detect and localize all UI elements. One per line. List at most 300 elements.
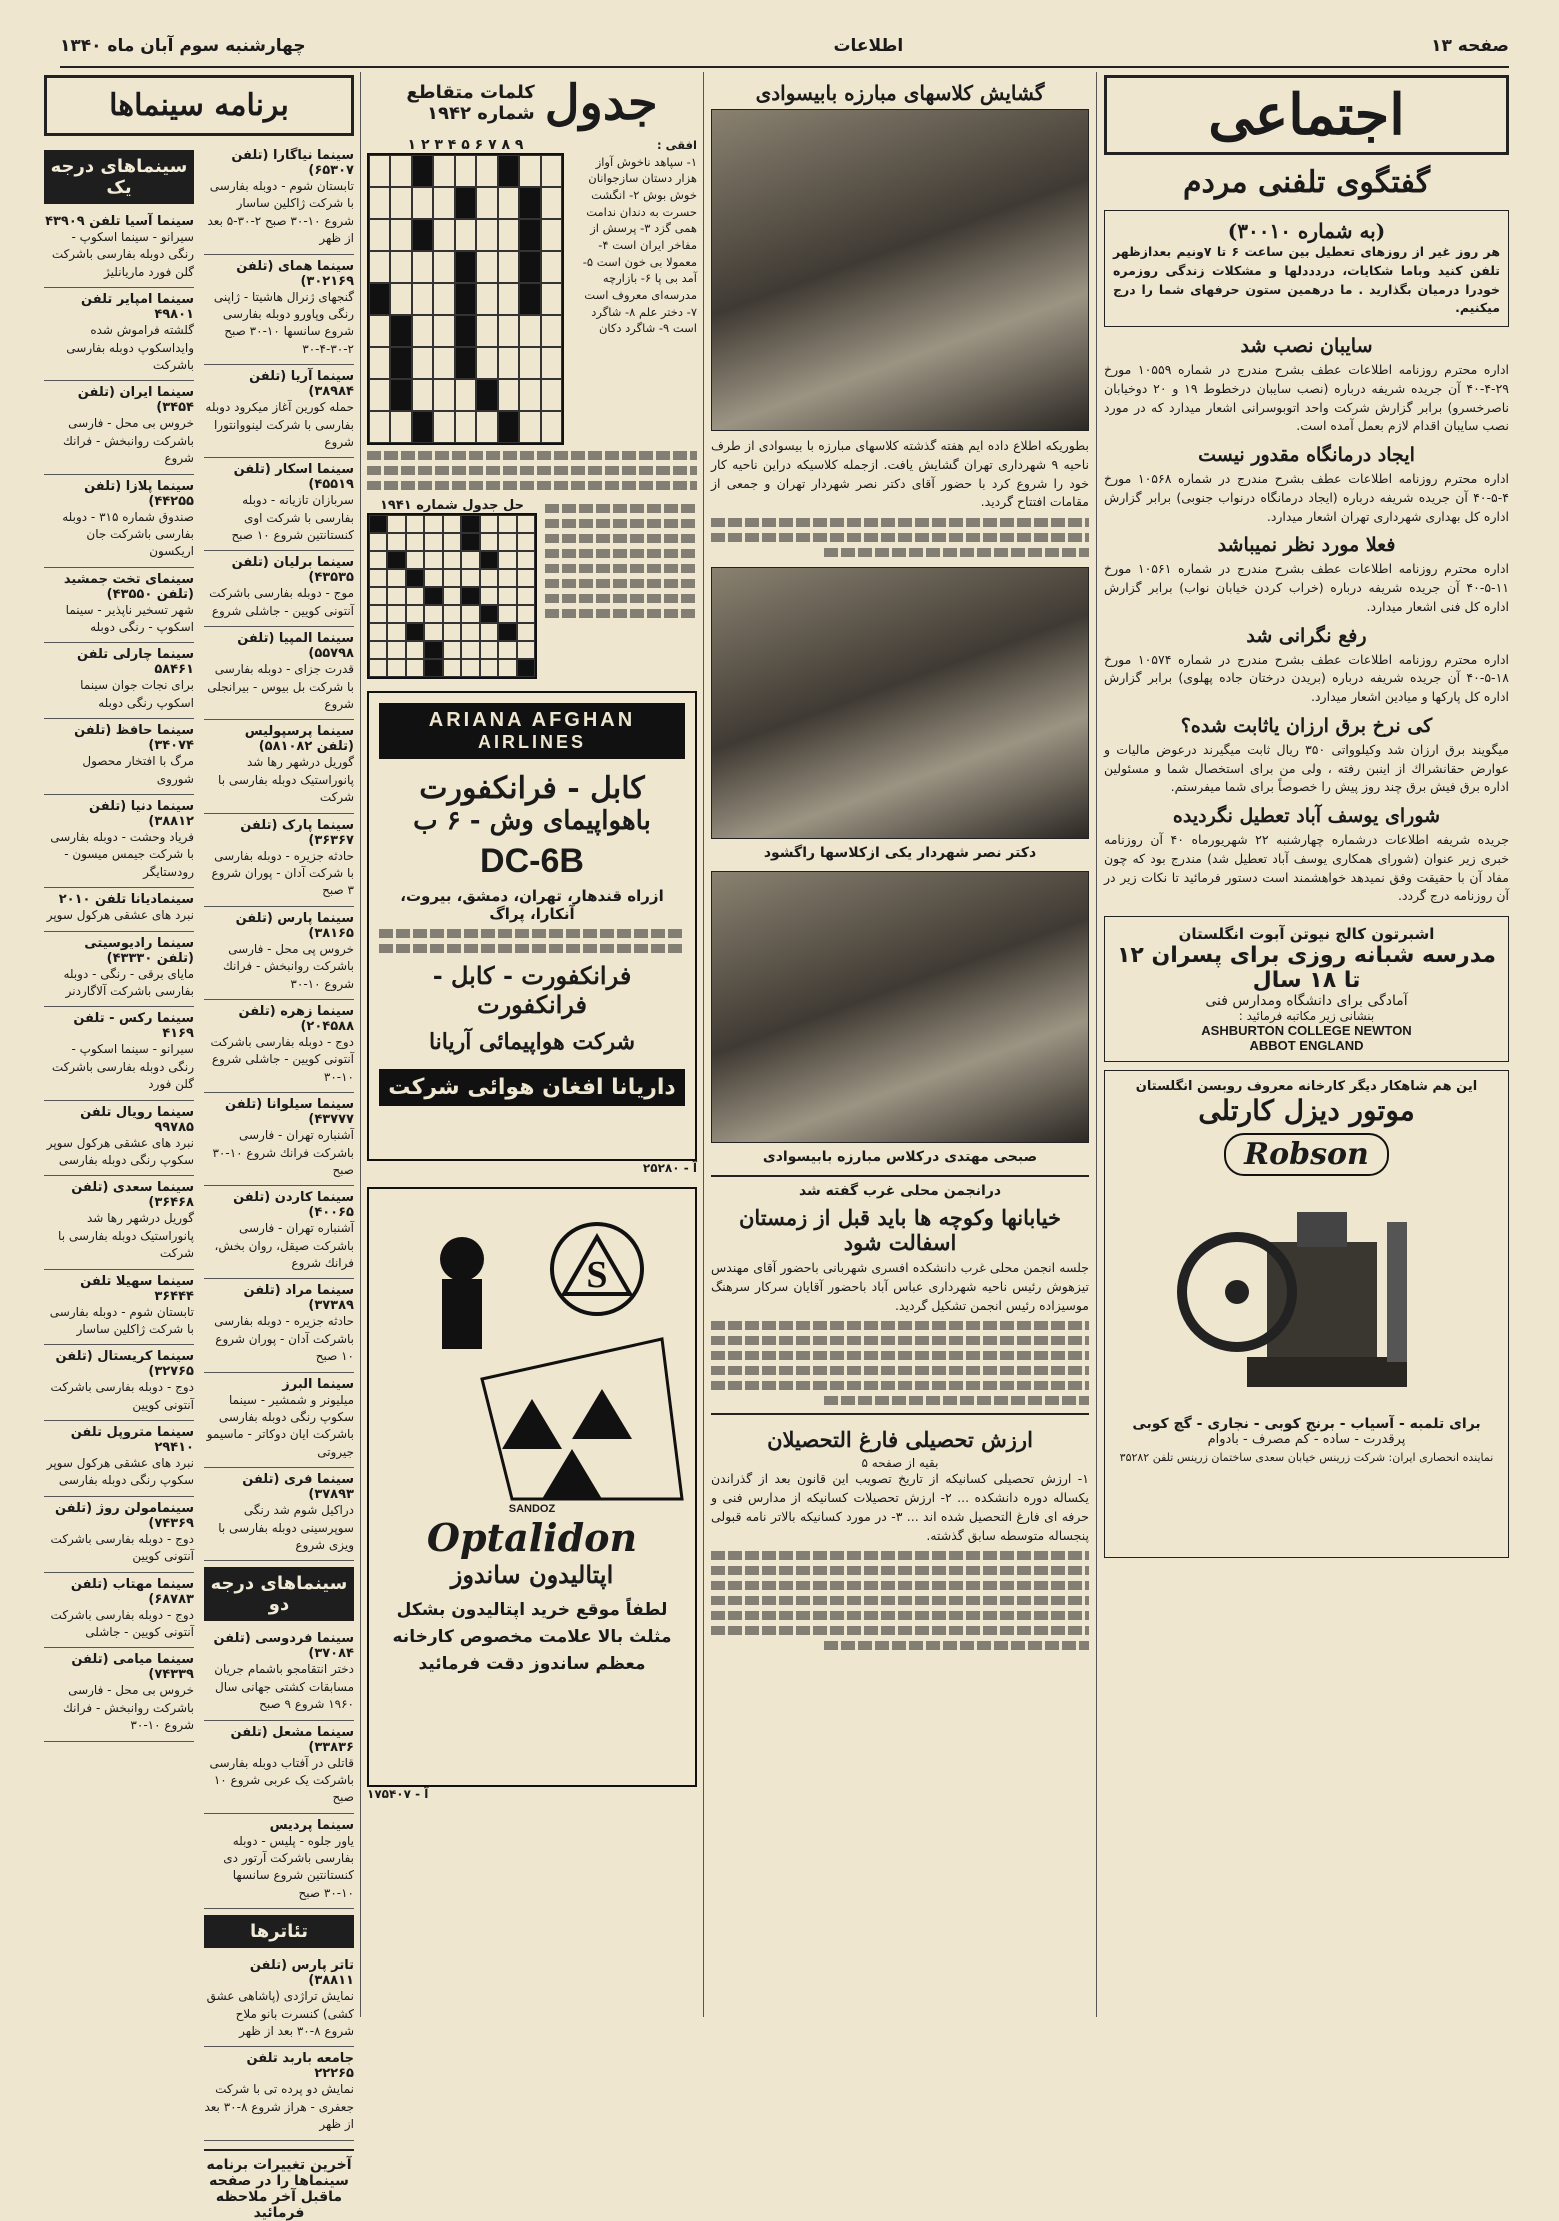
crossword-cell[interactable]: [498, 411, 519, 443]
solution-cell: [461, 605, 479, 623]
program-footer-note: آخرین تغییرات برنامه سینماها را در صفحه ماقبل آخر ملاحظه فرمائید: [204, 2149, 354, 2221]
crossword-cell[interactable]: [519, 219, 540, 251]
graduate-article-title: ارزش تحصیلی فارغ التحصیلان: [767, 1427, 1033, 1453]
solution-cell: [424, 605, 442, 623]
solution-cell: [480, 605, 498, 623]
solution-cell: [498, 605, 516, 623]
cinema-name: سینما ایران (تلفن ۳۴۵۴): [77, 385, 194, 416]
crossword-cell[interactable]: [433, 315, 454, 347]
sandoz-text: لطفاً موقع خرید اپتالیدون بشکل مثلث بالا علامت مخصوص کارخانه معظم ساندوز دقت فرمائید: [392, 1600, 672, 1675]
solution-cell: [443, 641, 461, 659]
cinema-info: سیرانو - سینما اسکوپ - رنگی دوبله بفارسی باشرکت گلن فورد ماریانلیژ: [51, 230, 194, 279]
crossword-cell[interactable]: [519, 347, 540, 379]
crossword-cell[interactable]: [369, 347, 390, 379]
sandoz-slogan: اپتالیدون ساندوز: [450, 1560, 614, 1589]
crossword-cell[interactable]: [455, 347, 476, 379]
cinema-name: سینمامولن روژ (تلفن ۷۴۳۶۹): [54, 1500, 194, 1531]
engine-ad: [1104, 1070, 1509, 1558]
complaint-title: سایبان نصب شد: [1240, 335, 1373, 357]
solution-cell: [424, 569, 442, 587]
solution-cell: [498, 569, 516, 587]
photo-caption-2: صبحی مهتدی درکلاس مبارزه بابیسوادی: [762, 1149, 1038, 1165]
cinema-listing: [44, 475, 194, 568]
crossword-cell[interactable]: [369, 411, 390, 443]
airline-brand: داریانا افغان هوائی شرکت: [379, 1069, 685, 1106]
crossword-cell[interactable]: [369, 379, 390, 411]
solution-cell: [424, 587, 442, 605]
cinema-listing: [204, 1093, 354, 1186]
cinema-info: مایای برقی - رنگی - دوبله بفارسی باشرکت آلاگاردنر: [63, 966, 194, 998]
solution-cell: [517, 605, 535, 623]
cinema-listing: [204, 458, 354, 551]
cinema-name: سینما پلازا (تلفن ۴۴۲۵۵): [84, 478, 194, 509]
engine-ad-features: پرقدرت - ساده - کم مصرف - بادوام: [1207, 1432, 1406, 1447]
crossword-cell[interactable]: [476, 411, 497, 443]
crossword-cell[interactable]: [369, 187, 390, 219]
cinema-info: آشنباره تهران - فارسی باشرکت فرانك شروع ۱۰-۳۰ صبح: [212, 1128, 354, 1177]
airline-plane: باهواپیمای وش - ۶ ب: [413, 806, 651, 836]
crossword-cell[interactable]: [476, 315, 497, 347]
photo-caption-1: دکتر نصر شهردار یکی ازکلاسها راگشود: [763, 845, 1037, 861]
crossword-number: شماره ۱۹۴۲: [427, 103, 535, 124]
street-article-title: خیابانها وکوچه ها باید قبل از زمستان اسفالت شود: [738, 1205, 1062, 1255]
airline-name-en: ARIANA AFGHAN: [428, 709, 636, 731]
solution-cell: [369, 551, 387, 569]
cinema-listing: [44, 1101, 194, 1177]
crossword-cell[interactable]: [541, 155, 562, 187]
cinema-name: سینما نیاگارا (تلفن ۶۵۳۰۷): [231, 148, 354, 178]
svg-text:S: S: [586, 1254, 608, 1296]
crossword-cell[interactable]: [412, 283, 433, 315]
solution-cell: [369, 641, 387, 659]
solution-cell: [443, 551, 461, 569]
sandoz-product: Optalidon: [426, 1515, 638, 1560]
solution-cell: [517, 533, 535, 551]
cinema-listing: [44, 1270, 194, 1346]
crossword-cell[interactable]: [369, 251, 390, 283]
crossword-cell[interactable]: [541, 187, 562, 219]
crossword-cell[interactable]: [476, 219, 497, 251]
crossword-cell[interactable]: [541, 379, 562, 411]
crossword-cell[interactable]: [498, 251, 519, 283]
cinema-info: نبرد های عشقی هرکول سوپر: [46, 908, 194, 923]
solution-cell: [369, 587, 387, 605]
cinema-info: قاتلی در آفتاب دوبله بفارسی باشرکت یک عربی شروع ۱۰ صبح: [209, 1755, 354, 1805]
cinema-listing: [44, 1421, 194, 1497]
cinema-info: نمایش تراژدی (پاشاهی عشق کشی) کنسرت بانو ملاح شروع ۸-۳۰ بعد از ظهر: [206, 1989, 354, 2039]
solution-cell: [480, 569, 498, 587]
cinema-info: برای نجات جوان سینما اسکوپ رنگی دوبله: [80, 678, 194, 710]
crossword-cell[interactable]: [412, 315, 433, 347]
crossword-across-label: افقی :: [657, 138, 697, 152]
cinema-info: نمایش دو پرده تی با شرکت جعفری - هراز شروع ۸-۳۰ بعد از ظهر: [204, 2082, 354, 2132]
solution-cell: [443, 605, 461, 623]
crossword-cell[interactable]: [390, 283, 411, 315]
phone-box: [1104, 210, 1509, 327]
cinema-info: دوج - دوبله بفارسی باشرکت آنتونی کویین - جاشلی شروع ۱۰-۳۰: [210, 1034, 354, 1084]
crossword-cell[interactable]: [476, 379, 497, 411]
cinema-listing: [44, 1648, 194, 1741]
crossword-cell[interactable]: [433, 347, 454, 379]
solution-cell: [461, 515, 479, 533]
solution-cell: [480, 641, 498, 659]
page-number: صفحه ۱۳: [1431, 36, 1509, 56]
crossword-cell[interactable]: [369, 315, 390, 347]
solution-cell: [517, 551, 535, 569]
phone-box-title: (به شماره ۳۰۰۱۰): [1227, 219, 1386, 243]
solution-cell: [369, 623, 387, 641]
crossword-cell[interactable]: [519, 187, 540, 219]
solution-cell: [443, 569, 461, 587]
crossword-subtitle: کلمات متقاطع: [406, 82, 535, 103]
solution-cell: [369, 515, 387, 533]
crossword-cell[interactable]: [390, 187, 411, 219]
engine-ad-agent: نماینده انحصاری ایران: شرکت زرینس خیابان سعدی ساختمان زرینس تلفن ۳۵۲۸۲: [1119, 1451, 1494, 1464]
crossword-cell[interactable]: [455, 251, 476, 283]
solution-cell: [406, 659, 424, 677]
cinema-info: دراکیل شوم شد رنگی سوپرسینی دوبله بفارسی با ویزی شروع: [218, 1503, 354, 1552]
cinema-info: نبرد های عشقی هرکول سوپر سکوپ رنگی دوبله بفارسی: [46, 1456, 194, 1488]
crossword-cell[interactable]: [476, 283, 497, 315]
cinema-listing: [44, 1497, 194, 1573]
crossword-cell[interactable]: [455, 187, 476, 219]
cinema-name: سینمای تخت جمشید (تلفن ۴۳۵۵۰): [63, 571, 194, 602]
cinema-name: سینما رویال تلفن ۹۹۷۸۵: [80, 1104, 194, 1135]
cinema-name: سینما دنیا (تلفن ۳۸۸۱۲): [89, 799, 194, 830]
cinema-listing: [204, 1721, 354, 1814]
cinema-name: سینما پارک (تلفن ۳۶۳۶۷): [240, 817, 354, 848]
solution-cell: [387, 587, 405, 605]
complaint-text: اداره محترم روزنامه اطلاعات عطف بشرح مندرج در شماره ۱۰۵۷۴ مورخ ۱۸-۵-۴۰ آن جریده شریفه درباره (بریدن درختان جاده پهلوی) برابر گزارش اداره کل پارکها و میادین اشعار میدارد.: [1104, 651, 1509, 704]
engine-illustration: [1157, 1182, 1457, 1412]
solution-cell: [424, 533, 442, 551]
cinema-info: یاور جلوه - پلیس - دوبله بفارسی باشرکت آرتور دی کنستانتین شروع سانسها ۱۰-۳۰ صبح: [223, 1833, 354, 1900]
complaints-list: [1104, 335, 1509, 906]
solution-cell: [480, 515, 498, 533]
cinema-name: سینما زهره (تلفن ۲۰۴۵۸۸): [238, 1003, 354, 1034]
crossword-cell[interactable]: [390, 155, 411, 187]
cinema-listing: [204, 2047, 354, 2140]
cinema-name: سینما فری (تلفن ۳۷۸۹۳): [242, 1472, 354, 1503]
cinema-name: سینما البرز: [282, 1376, 354, 1392]
crossword-cell[interactable]: [455, 379, 476, 411]
solution-cell: [498, 533, 516, 551]
solution-cell: [387, 641, 405, 659]
crossword-cell[interactable]: [433, 283, 454, 315]
crossword-cell[interactable]: [498, 155, 519, 187]
crossword-cell[interactable]: [433, 155, 454, 187]
crossword-cell[interactable]: [369, 283, 390, 315]
crossword-cell[interactable]: [519, 251, 540, 283]
cinema-info: شهر تسخیر ناپذیر - سینما اسکوپ - رنگی دوبله: [65, 602, 194, 635]
school-ad-en2: ABBOT ENGLAND: [1249, 1038, 1364, 1053]
cinema-listing: [204, 1279, 354, 1372]
solution-cell: [517, 623, 535, 641]
cinema-info: گوریل درشهر رها شد پانوراستیک دوبله بفارسی با شرکت: [58, 1211, 194, 1261]
crossword-cell[interactable]: [455, 411, 476, 443]
crossword-cell[interactable]: [455, 155, 476, 187]
social-column: [1104, 75, 1509, 2017]
street-article-text: جلسه انجمن محلی غرب دانشکده افسری شهربانی باحضور آقای مهندس تیزهوش رئیس ناحیه شهرداری عباس آباد باحضور آقایان سرکار سرهنگ موسیزاده رئیس انجمن تشکیل گردید.: [711, 1260, 1089, 1313]
cinema-info: دوج - دوبله بفارسی باشرکت آنتونی کویین - جاشلی: [50, 1607, 194, 1640]
cinema-listing: [44, 719, 194, 795]
crossword-cell[interactable]: [476, 187, 497, 219]
category-second-class: سینماهای درجه دو: [204, 1567, 354, 1621]
crossword-cell[interactable]: [412, 411, 433, 443]
cinema-listing: [204, 1468, 354, 1561]
solution-cell: [517, 515, 535, 533]
feature-title: گفتگوی تلفنی مردم: [1182, 165, 1431, 200]
crossword-cell[interactable]: [476, 155, 497, 187]
crossword-cell[interactable]: [476, 251, 497, 283]
cinema-name: سینما متروپل تلفن ۲۹۴۱۰: [70, 1425, 194, 1456]
solution-cell: [443, 623, 461, 641]
solution-cell: [406, 551, 424, 569]
literacy-photo-2: [711, 567, 1089, 839]
solution-cell: [424, 623, 442, 641]
crossword-grid[interactable]: [367, 153, 564, 445]
cinema-name: سینما چارلی تلفن ۵۸۴۶۱: [76, 647, 194, 678]
crossword-cell[interactable]: [390, 251, 411, 283]
cinema-info: صندوق شماره ۳۱۵ - دوبله بفارسی باشرکت جان اریکسون: [62, 509, 194, 559]
crossword-cell[interactable]: [433, 251, 454, 283]
solution-cell: [461, 623, 479, 641]
cinema-listing: [204, 365, 354, 458]
cinema-listing: [204, 255, 354, 366]
crossword-cell[interactable]: [412, 251, 433, 283]
crossword-cell[interactable]: [498, 219, 519, 251]
crossword-cell[interactable]: [433, 379, 454, 411]
cinema-program-column: [44, 75, 354, 2221]
solution-cell: [443, 533, 461, 551]
page-header: [60, 26, 1509, 68]
complaint-title: رفع نگرانی شد: [1246, 624, 1367, 647]
crossword-cell[interactable]: [412, 219, 433, 251]
cinema-listing: [204, 627, 354, 720]
cinema-name: جامعه باربد تلفن ۲۲۲۶۵: [246, 2051, 354, 2082]
cinema-info: گنجهای ژنرال هاشیتا - ژاپنی رنگی وپاورو دوبله بفارسی شروع سانسها ۱۰-۳۰ صبح ۲-۳۰-۴-۳۰: [213, 289, 354, 356]
cinema-info: حادثه جزیره - دوبله بفارسی باشرکت آدان - پوران شروع ۱۰ صبح: [214, 1314, 354, 1364]
solution-cell: [406, 641, 424, 659]
cinema-listing: [44, 1007, 194, 1100]
complaint-text: جریده شریفه اطلاعات درشماره چهارشنبه ۲۲ شهریورماه ۴۰ آن روزنامه خبری زیر عنوان (شورای همکاری یوسف آباد تعطیل شد) مندرج بود که چون مفاد آن با حقیقت وفق نمیدهد خواهشمند است دستور فرمائید تا نکات زیر در آن روزنامه درج گردد.: [1104, 832, 1509, 904]
crossword-cell[interactable]: [541, 347, 562, 379]
cinema-listing: [44, 888, 194, 931]
cinema-info: تابستان شوم - دوبله بفارسی با شرکت ژاکلین ساسار: [49, 1304, 194, 1336]
solution-cell: [369, 569, 387, 587]
cinema-name: سینما میامی (تلفن ۷۴۳۳۹): [71, 1652, 194, 1683]
crossword-cell[interactable]: [519, 411, 540, 443]
cinema-listing: [44, 568, 194, 644]
sandoz-illustration: [382, 1199, 682, 1499]
solution-cell: [406, 569, 424, 587]
crossword-and-ads-column: [367, 75, 697, 2017]
cinema-info: سربازان تازیانه - دوبله بفارسی با شرکت اوی کنستانتین شروع ۱۰ صبح: [231, 493, 354, 543]
crossword-cell[interactable]: [412, 347, 433, 379]
cinema-listing: [44, 1176, 194, 1269]
complaint-text: اداره محترم روزنامه اطلاعات عطف بشرح مندرج در شماره ۱۰۵۵۹ مورخ ۲۹-۴-۴۰ آن جریده شریفه درباره (نصب سایبان درخطوط ۱۹ و ۲۰ دوخیابان ناصرخسرو) برابر گزارش شرکت واحد اتوبوسرانی اشعار میدارد که در مورد نصب سایبان اقدام لازم بعمل آمده است.: [1104, 362, 1509, 434]
cinema-name: سینما همای (تلفن ۳۰۲۱۶۹): [236, 258, 354, 289]
airline-company: شرکت هواپیمائی آریانا: [428, 1029, 636, 1055]
crossword-cell[interactable]: [498, 379, 519, 411]
crossword-cell[interactable]: [519, 315, 540, 347]
solution-cell: [461, 641, 479, 659]
solution-cell: [461, 551, 479, 569]
solution-cell: [406, 587, 424, 605]
crossword-cell[interactable]: [519, 379, 540, 411]
street-article-subtitle: درانجمن محلی غرب گفته شد: [798, 1183, 1002, 1199]
crossword-cell[interactable]: [498, 283, 519, 315]
solution-cell: [443, 587, 461, 605]
crossword-cell[interactable]: [369, 219, 390, 251]
engine-ad-title: موتور دیزل کارتلی: [1198, 1094, 1415, 1127]
cinema-name: سینما حافظ (تلفن ۳۴۰۷۴): [74, 723, 194, 754]
complaint-text: میگویند برق ارزان شد وکیلوواتی ۳۵۰ ریال ثابت میگیرند درعوض مالیات و عوارض حقانشراك از اینبن رفته ، ولی من برای استخصال شما و مسئولین اداره برق فیش برق چند روز پیش را خصوصاً برای شما میفرستم.: [1104, 741, 1509, 795]
cinema-name: سینما مهتاب (تلفن ۶۸۷۸۳): [70, 1576, 194, 1607]
school-ad-title3: آمادگی برای دانشگاه ومدارس فنی: [1205, 993, 1408, 1009]
cinema-name: سینما پارس (تلفن ۳۸۱۶۵): [235, 910, 354, 941]
crossword-cell[interactable]: [390, 411, 411, 443]
cinema-name: سینما مشعل (تلفن ۳۳۸۳۶): [230, 1724, 354, 1755]
cinema-list-c: [44, 210, 194, 1742]
crossword-cell[interactable]: [541, 315, 562, 347]
cinema-name: سینما امپایر تلفن ۴۹۸۰۱: [81, 292, 194, 323]
solution-cell: [387, 569, 405, 587]
cinema-name: سینما رادیوسیتی (تلفن ۴۳۳۳۰): [84, 935, 194, 966]
crossword-cell[interactable]: [390, 347, 411, 379]
cinema-listing: [204, 1373, 354, 1469]
solution-cell: [443, 515, 461, 533]
category-theaters: تئاترها: [204, 1915, 354, 1948]
solution-cell: [480, 659, 498, 677]
newspaper-name: اطلاعات: [833, 36, 904, 56]
airline-name-en2: AIRLINES: [477, 732, 586, 752]
solution-cell: [480, 587, 498, 605]
solution-cell: [387, 551, 405, 569]
crossword-cell[interactable]: [519, 283, 540, 315]
cinema-name: سینما المپیا (تلفن ۵۵۷۹۸): [237, 631, 354, 662]
cinema-info: فریاد وحشت - دوبله بفارسی با شرکت جیمس میسون - رودستایگر: [50, 830, 194, 879]
cinema-listing: [204, 1627, 354, 1720]
solution-cell: [461, 569, 479, 587]
school-ad-title1: اشبرتون کالج نیوتن آبوت انگلستان: [1178, 925, 1435, 943]
crossword-cell[interactable]: [412, 379, 433, 411]
cinema-info: خروس بی محل - فارسی باشرکت روانبخش - فرانك شروع ۱۰-۳۰: [62, 1683, 194, 1733]
cinema-name: سینما رکس - تلفن ۴۱۶۹: [73, 1011, 194, 1042]
solution-cell: [387, 533, 405, 551]
cinema-info: خروس بی محل - فارسی باشرکت روانبخش - فرانك شروع: [62, 416, 194, 466]
cinema-listing: [44, 795, 194, 888]
cinema-info: تابستان شوم - دوبله بفارسی با شرکت ژاکلین ساسار شروع ۱۰-۳۰ صبح ۲-۳۰-۵ بعد از ظهر: [207, 179, 354, 246]
crossword-cell[interactable]: [541, 283, 562, 315]
cinema-name: سینما کریستال (تلفن ۳۲۷۶۵): [55, 1349, 194, 1380]
solution-cell: [406, 515, 424, 533]
crossword-cell[interactable]: [412, 155, 433, 187]
cinema-listing: [44, 932, 194, 1008]
cinema-name: سینما اسکار (تلفن ۴۵۵۱۹): [233, 462, 354, 493]
solution-cell: [517, 641, 535, 659]
complaint-text: اداره محترم روزنامه اطلاعات عطف بشرح مندرج در شماره ۱۰۵۶۱ مورخ ۱۱-۵-۴۰ آن جریده شریفه درباره (خراب کردن خیابان نواب) برابر گزارش اداره کل فنی اشعار میدارد.: [1104, 561, 1509, 614]
cinema-listing: [204, 1954, 354, 2047]
school-ad-title2: مدرسه شبانه روزی برای پسران ۱۲ تا ۱۸ سال: [1116, 943, 1497, 993]
crossword-cell[interactable]: [541, 251, 562, 283]
phone-box-text: هر روز غیر از روزهای تعطیل بین ساعت ۶ تا ۷ونیم بعدازظهر تلفن کنید وباما شکایات، دردددلها و مشکلات زندگی روزمره خودرا درمیان بگذارید . ما درهمین ستون حرفهای شما را درج میکنیم.: [1113, 244, 1500, 316]
crossword-solution-grid: [367, 513, 537, 679]
airline-route-return: فرانکفورت - کابل - فرانکفورت: [432, 961, 632, 1019]
airline-model: DC-6B: [480, 842, 584, 880]
solution-cell: [498, 623, 516, 641]
sandoz-brand: SANDOZ: [508, 1503, 556, 1515]
solution-cell: [498, 587, 516, 605]
crossword-cell[interactable]: [498, 347, 519, 379]
cinema-info: حادثه جزیره - دوبله بفارسی با شرکت آدان - پوران شروع ۳ صبح: [211, 848, 354, 898]
crossword-cell[interactable]: [390, 315, 411, 347]
solution-cell: [480, 623, 498, 641]
solution-cell: [498, 659, 516, 677]
crossword-clues: ۱- سپاهد ناخوش آواز هزار دستان سازجوانان خوش بوش ۲- انگشت حسرت به دندان ندامت همی گزد ۳- پرسش از مفاخر ایران است ۴- معمولا بی خون است ۵- آمد بی پا ۶- بازارچه مدرسه‌ای معروف است ۷- دختر علم ۸- شاگرد است ۹- شاگرد دکان: [582, 154, 697, 336]
literacy-photo-3: [711, 871, 1089, 1143]
crossword-cell[interactable]: [433, 219, 454, 251]
cinema-info: موج - دوبله بفارسی باشرکت آنتونی کویین - جاشلی شروع: [209, 586, 354, 618]
cinema-name: سینما پردیس: [269, 1817, 354, 1833]
complaint-title: فعلا مورد نظر نمیباشد: [1217, 534, 1396, 557]
crossword-cell[interactable]: [541, 219, 562, 251]
solution-cell: [406, 533, 424, 551]
cinema-info: میلیونر و شمشیر - سینما سکوپ رنگی دوبله بفارسی باشرکت ایان دوکاتر - ماسیمو جیروتی: [206, 1392, 354, 1459]
school-ad: [1104, 916, 1509, 1062]
crossword-cell[interactable]: [433, 187, 454, 219]
literacy-article-title: گشایش کلاسهای مبارزه بابیسوادی: [755, 81, 1045, 105]
crossword-cell[interactable]: [476, 347, 497, 379]
news-column: [711, 75, 1089, 2017]
cinema-name: سینما آسیا تلفن ۴۳۹۰۹: [45, 214, 194, 229]
cinema-listing: [204, 907, 354, 1000]
crossword-cell[interactable]: [412, 187, 433, 219]
cinema-name: سینما مراد (تلفن ۳۷۳۸۹): [243, 1283, 354, 1314]
cinema-list-a: [204, 144, 354, 2221]
crossword-cell[interactable]: [433, 411, 454, 443]
graduate-article-text: ۱- ارزش تحصیلی کسانیکه از تاریخ تصویب این قانون بعد از گذراندن یکساله دوره دانشکده ... ۲- ارزش تحصیلات کسانیکه از مدارس فنی و حرفه ای فارغ التحصیل شده اند ... ۳- در مورد کسانیکه بالاتر نامه قبولی پنجساله متوسطه سابق گذشته.: [711, 1471, 1089, 1543]
cinema-listing: [44, 1573, 194, 1649]
cinema-listing: [44, 643, 194, 719]
cinema-info: مرگ با افتخار محصول شوروی: [82, 754, 194, 786]
solution-cell: [369, 533, 387, 551]
literacy-photo-1: [711, 109, 1089, 431]
crossword-cell[interactable]: [455, 219, 476, 251]
airline-route: کابل - فرانکفورت: [419, 771, 645, 806]
cinema-name: سینما سیلوانا (تلفن ۴۳۷۷۷): [225, 1097, 354, 1128]
crossword-cell[interactable]: [519, 155, 540, 187]
crossword-cell[interactable]: [498, 187, 519, 219]
solution-cell: [461, 587, 479, 605]
crossword-cell[interactable]: [498, 315, 519, 347]
crossword-cell[interactable]: [390, 379, 411, 411]
crossword-cell[interactable]: [541, 411, 562, 443]
cinema-info: دوج - دوبله بفارسی باشرکت آنتونی کویین: [50, 1380, 194, 1412]
crossword-cell[interactable]: [455, 283, 476, 315]
graduate-article-subtitle: بقیه از صفحه ۵: [861, 1456, 939, 1471]
solution-cell: [517, 587, 535, 605]
solution-cell: [480, 533, 498, 551]
cinema-info: سیرانو - سینما اسکوپ - رنگی دوبله بفارسی باشرکت گلن فورد: [51, 1042, 194, 1092]
airline-ad: [367, 691, 697, 1161]
crossword-cell[interactable]: [369, 155, 390, 187]
engine-ad-top: این هم شاهکار دیگر کارخانه معروف روبسن انگلستان: [1135, 1079, 1478, 1094]
crossword-cell[interactable]: [390, 219, 411, 251]
solution-cell: [461, 659, 479, 677]
crossword-cell[interactable]: [455, 315, 476, 347]
cinema-name: سینما کاردن (تلفن ۴۰۰۶۵): [233, 1190, 354, 1221]
